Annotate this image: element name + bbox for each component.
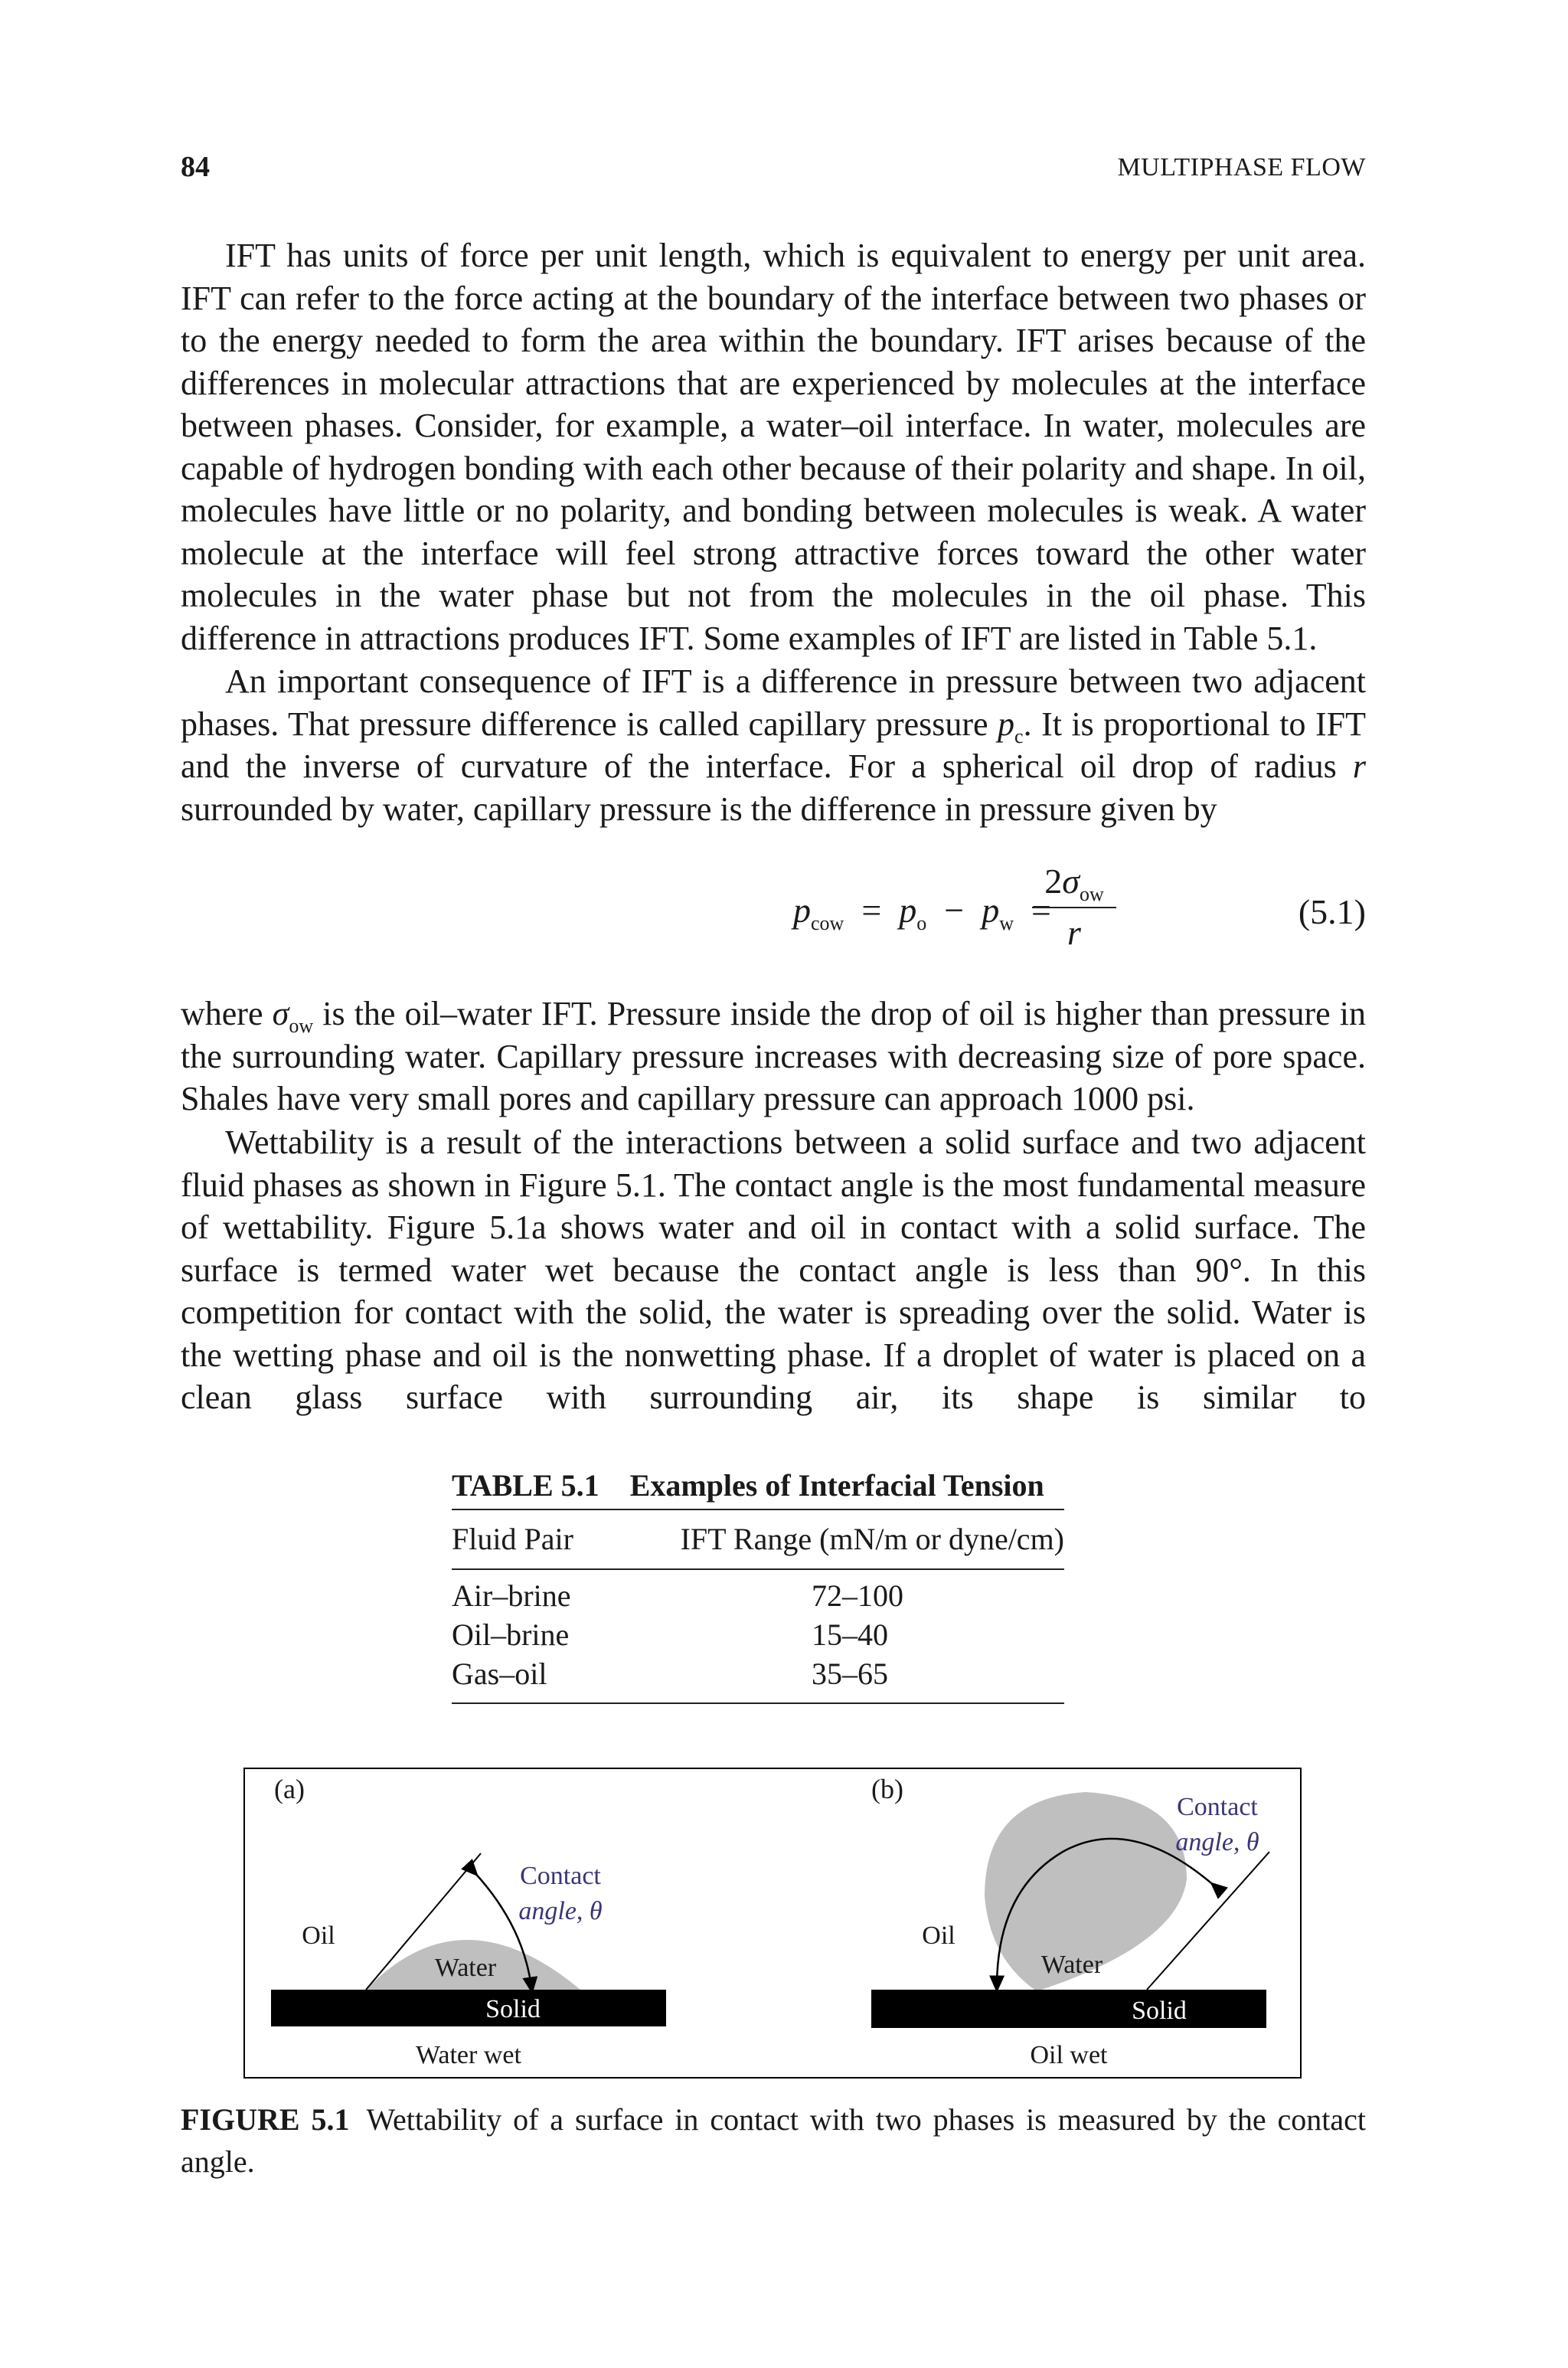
paragraph-2-text-a: An important consequence of IFT is a difference in pressure between two adjacent phases. That pressure difference is called capillary pressure bbox=[181, 662, 1366, 743]
table-cell-fluid: Oil–brine bbox=[452, 1617, 570, 1652]
solid-surface bbox=[871, 1990, 1266, 2028]
paragraph-2 bbox=[181, 660, 1366, 830]
table-caption: Examples of Interfacial Tension bbox=[629, 1468, 1044, 1503]
equation-number: (5.1) bbox=[1298, 892, 1366, 931]
equation-5-1 bbox=[181, 858, 1366, 980]
paragraph-2-text-b: . It is proportional to IFT and the inverse of curvature of the interface. For a spherical oil drop of radius bbox=[181, 705, 1366, 785]
table-bottom-rule bbox=[452, 1702, 1064, 1704]
eq-minus: − bbox=[944, 891, 965, 930]
table-header-ift-range: IFT Range (mN/m or dyne/cm) bbox=[680, 1522, 1064, 1556]
figure-5-1 bbox=[243, 1768, 1302, 2079]
eq-sub-cow: cow bbox=[811, 912, 844, 934]
contact-angle-label-line-1: Contact bbox=[1177, 1793, 1258, 1821]
paragraph-2-text-c: surrounded by water, capillary pressure is the difference in pressure given by bbox=[181, 790, 1217, 828]
paragraph-4: Wettability is a result of the interactions between a solid surface and two adjacent fluid phases as shown in Figure 5.1. The contact angle is the most fundamental measure of wettability. Figure 5.1a shows water and oil in contact with a solid surface. The surface is termed water wet because the contact angle is less than 90°. In this competition for contact with the solid, the water is spreading over the solid. Water is the wetting phase and oil is the nonwetting phase. If a droplet of water is placed on a clean glass surface with surrounding air, its shape is similar to bbox=[181, 1123, 1366, 1416]
figure-caption-text: Wettability of a surface in contact with two phases is measured by the contact angle. bbox=[181, 2102, 1366, 2179]
solid-surface bbox=[271, 1990, 666, 2026]
water-label: Water bbox=[1040, 1951, 1103, 1979]
paragraph-3 bbox=[181, 993, 1366, 1120]
table-cell-range: 72–100 bbox=[812, 1578, 903, 1613]
page-number: 84 bbox=[181, 151, 210, 183]
eq-sub-ow: ow bbox=[1079, 883, 1104, 905]
table-title bbox=[452, 1463, 1064, 1509]
eq-sub-o: o bbox=[916, 912, 927, 934]
eq-equals-1: = bbox=[861, 891, 882, 930]
oil-label: Oil bbox=[922, 1922, 956, 1950]
eq-fraction-bar bbox=[1032, 907, 1116, 908]
eq-denominator: r bbox=[1067, 913, 1081, 952]
page-header bbox=[181, 150, 1366, 188]
solid-label: Solid bbox=[485, 1995, 541, 2023]
table-5-1 bbox=[452, 1463, 1064, 1704]
sigma-subscript: ow bbox=[289, 1015, 314, 1037]
table-body bbox=[452, 1570, 1064, 1702]
paragraph-3-text-a: where bbox=[181, 995, 273, 1032]
figure-caption bbox=[181, 2098, 1366, 2183]
running-head: MULTIPHASE FLOW bbox=[1117, 153, 1366, 182]
paragraph-3-text-b: is the oil–water IFT. Pressure inside the drop of oil is higher than pressure in the surrounding water. Capillary pressure increases with decreasing size of pore space. Shales have very small pores and capillary pressure can approach 1000 psi. bbox=[181, 995, 1366, 1117]
eq-numerator bbox=[1032, 858, 1116, 905]
eq-p-w: p bbox=[982, 891, 1000, 930]
equation-fraction bbox=[1032, 858, 1116, 953]
panel-a-label: (a) bbox=[274, 1774, 305, 1804]
eq-sub-w: w bbox=[999, 912, 1014, 934]
contact-angle-label-line-2: angle, θ bbox=[1175, 1828, 1259, 1856]
table-row bbox=[452, 1615, 1064, 1654]
table-cell-range: 15–40 bbox=[812, 1617, 888, 1652]
table-cell-fluid: Air–brine bbox=[452, 1578, 571, 1613]
solid-label: Solid bbox=[1132, 1997, 1187, 2025]
panel-a-water-wet bbox=[271, 1774, 666, 2069]
eq-p-o: p bbox=[899, 891, 917, 930]
contact-angle-label-line-2: angle, θ bbox=[518, 1897, 603, 1925]
table-row bbox=[452, 1654, 1064, 1693]
oil-label: Oil bbox=[302, 1922, 335, 1950]
oil-wet-label: Oil wet bbox=[1030, 2041, 1108, 2069]
panel-b-label: (b) bbox=[871, 1774, 903, 1804]
paragraph-1: IFT has units of force per unit length, which is equivalent to energy per unit area. IFT can refer to the force acting at the boundary of the interface between two phases or to the energy needed to form the area within the boundary. IFT arises because of the differences in molecular attractions that are experienced by molecules at the interface between phases. Consider, for example, a water–oil interface. In water, molecules are capable of hydrogen bonding with each other because of their polarity and shape. In oil, molecules have little or no polarity, and bonding between molecules is weak. A water molecule at the interface will feel strong attractive forces toward the other water molecules in the water phase but not from the molecules in the oil phase. This difference in attractions produces IFT. Some examples of IFT are listed in Table 5.1. bbox=[181, 237, 1366, 657]
sigma-symbol: σ bbox=[272, 995, 289, 1032]
contact-angle-label-line-1: Contact bbox=[520, 1862, 601, 1890]
water-label: Water bbox=[434, 1954, 497, 1982]
eq-two: 2 bbox=[1044, 862, 1063, 901]
eq-p-cow: p bbox=[793, 891, 811, 930]
radius-symbol: r bbox=[1352, 747, 1366, 785]
eq-sigma: σ bbox=[1062, 862, 1080, 901]
pc-subscript: c bbox=[1014, 724, 1024, 747]
panel-b-oil-wet bbox=[871, 1774, 1269, 2069]
table-label: TABLE 5.1 bbox=[452, 1468, 599, 1503]
water-wet-label: Water wet bbox=[416, 2041, 521, 2069]
table-cell-range: 35–65 bbox=[812, 1657, 888, 1691]
pc-symbol: p bbox=[998, 705, 1015, 743]
table-header-fluid-pair: Fluid Pair bbox=[452, 1522, 573, 1556]
table-header-row bbox=[452, 1510, 1064, 1568]
table-cell-fluid: Gas–oil bbox=[452, 1657, 547, 1691]
table-row bbox=[452, 1576, 1064, 1615]
figure-caption-label: FIGURE 5.1 bbox=[181, 2102, 350, 2137]
eq-equals-2: = bbox=[1031, 891, 1051, 930]
equation-lhs bbox=[793, 890, 1051, 934]
